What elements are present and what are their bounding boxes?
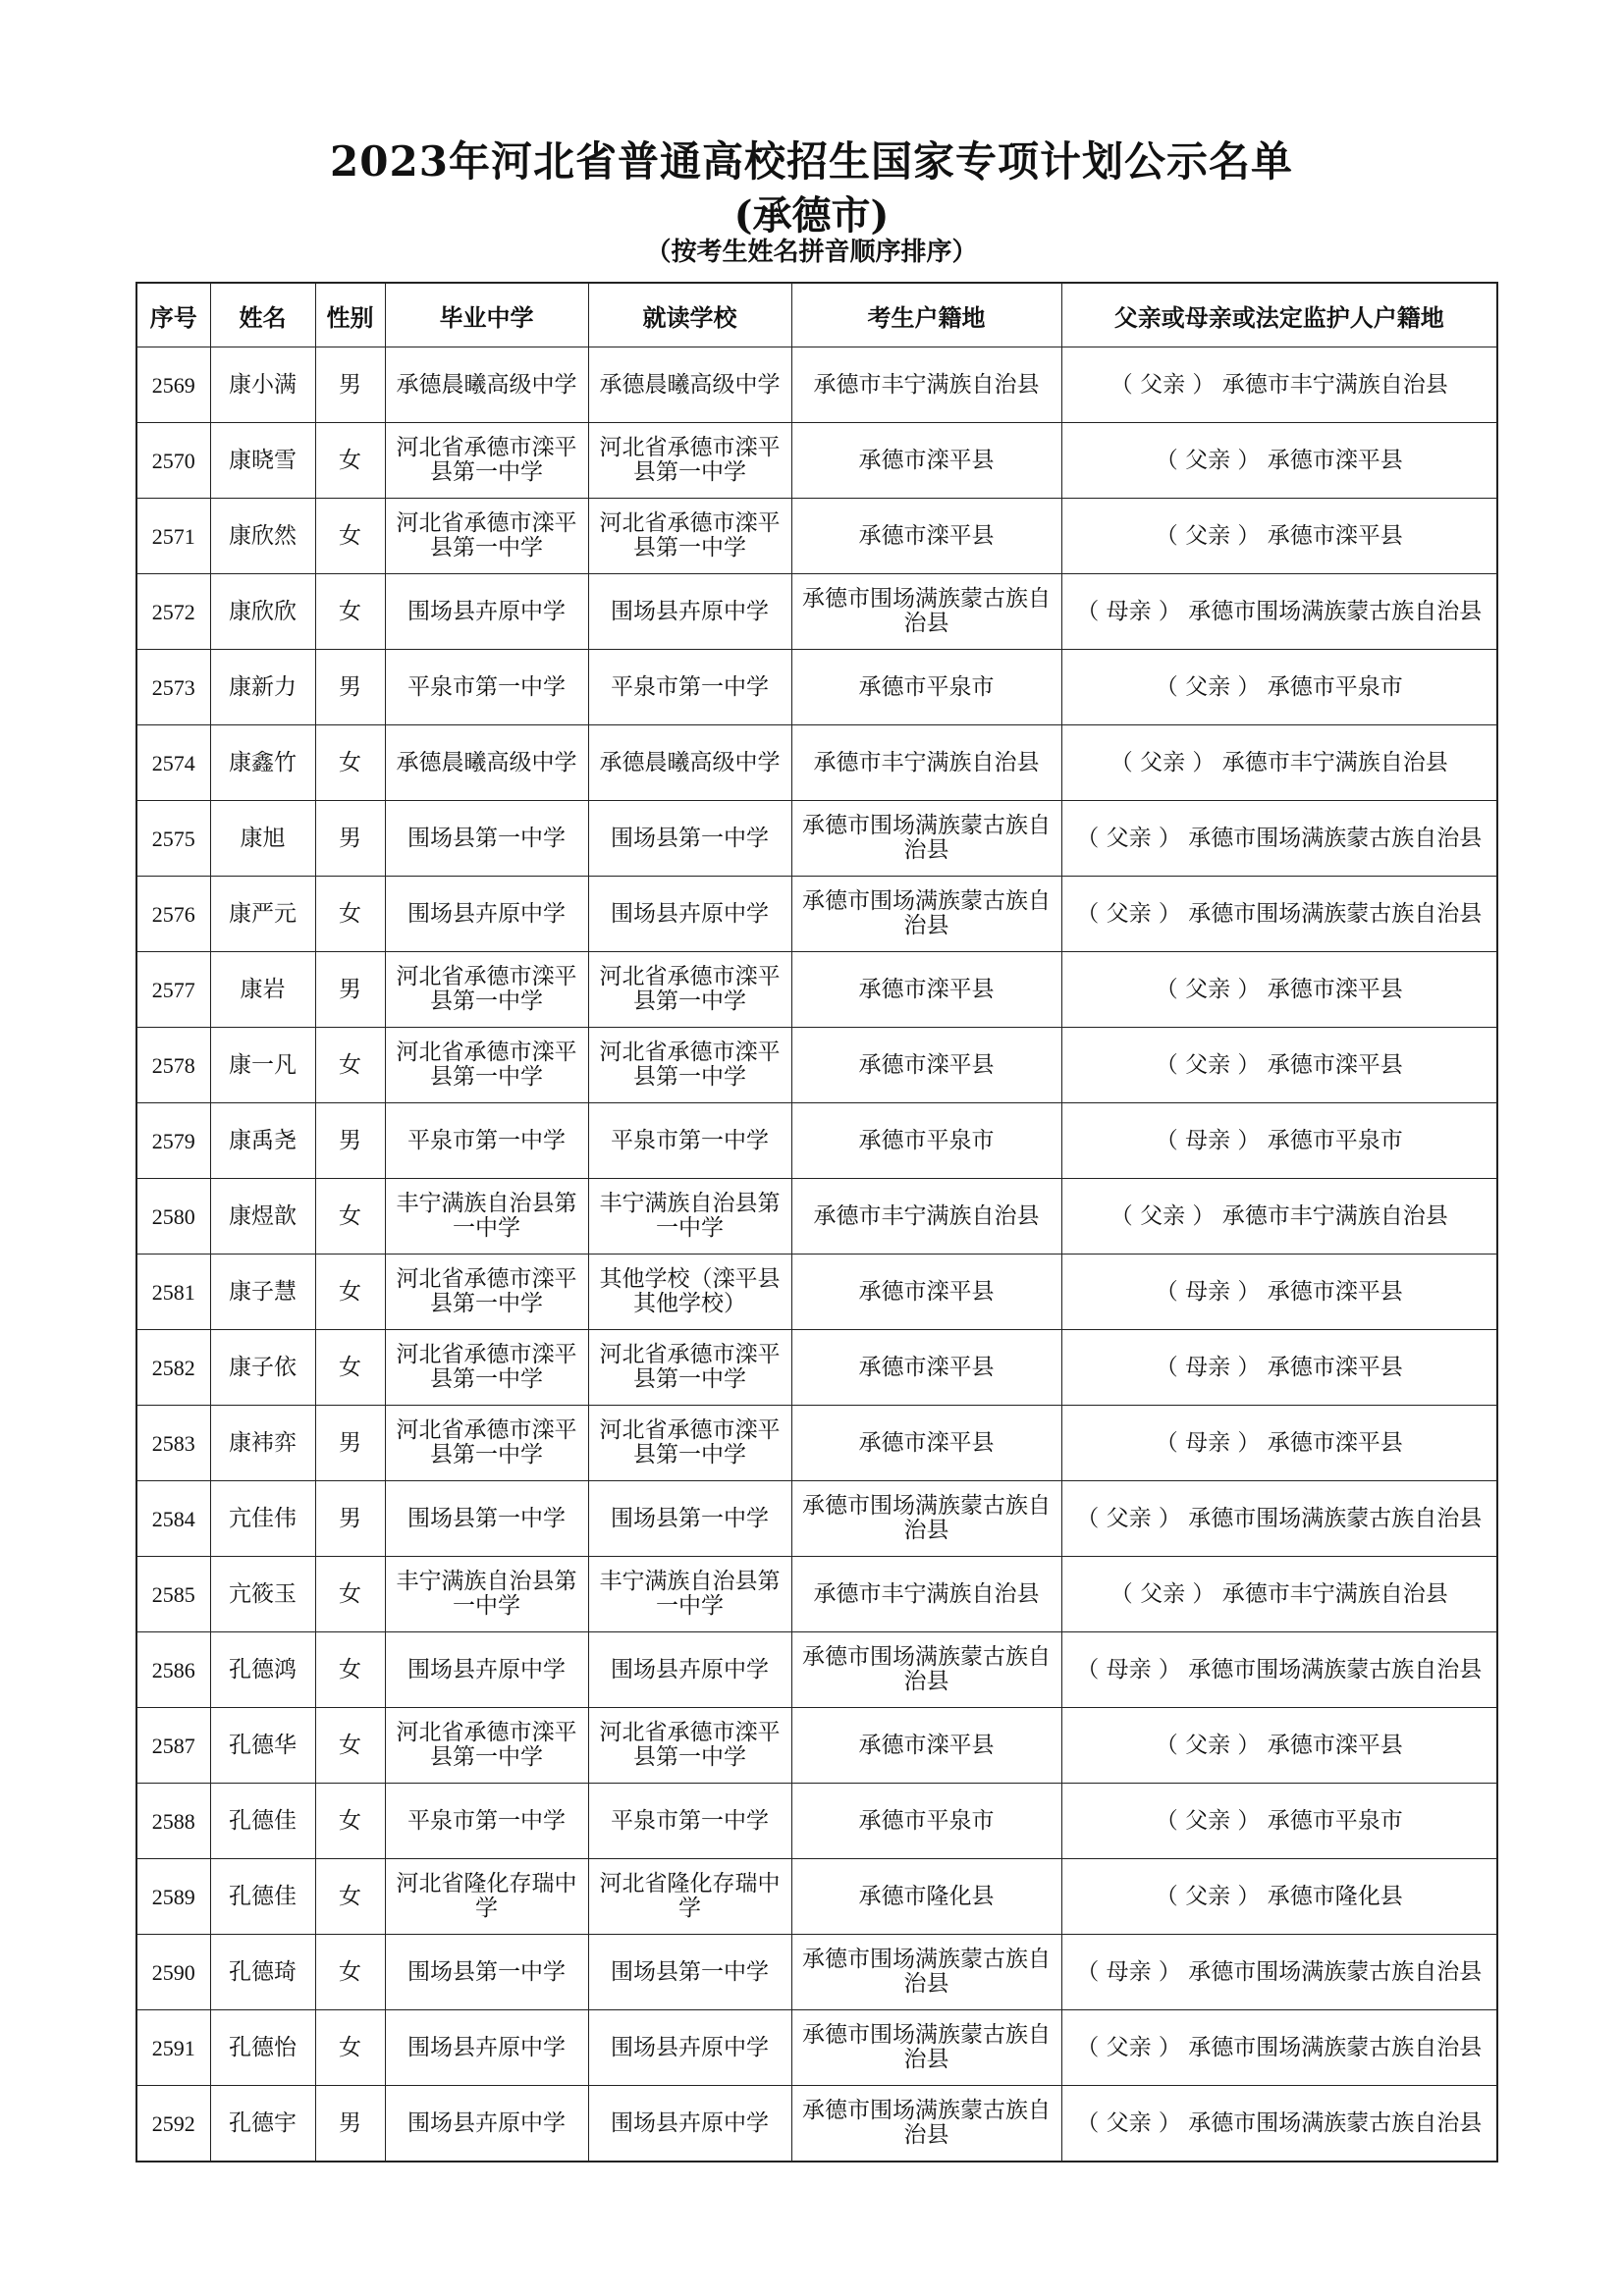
cell-gender: 男 [315,1481,385,1557]
cell-name: 康小满 [210,347,315,423]
cell-guardian-hukou: （ 母亲 ） 承德市平泉市 [1061,1103,1497,1179]
cell-guardian-hukou: （ 父亲 ） 承德市滦平县 [1061,1028,1497,1103]
cell-student-hukou: 承德市丰宁满族自治县 [791,347,1061,423]
cell-graduate-school: 河北省隆化存瑞中学 [385,1859,588,1935]
table-row [136,499,1497,574]
cell-student-hukou: 承德市丰宁满族自治县 [791,1557,1061,1632]
cell-gender: 女 [315,1255,385,1330]
candidate-table [135,282,1498,2163]
cell-current-school: 围场县卉原中学 [588,2010,791,2086]
cell-name: 康欣欣 [210,574,315,650]
cell-name: 亢筱玉 [210,1557,315,1632]
cell-student-hukou: 承德市滦平县 [791,1406,1061,1481]
table-row [136,1028,1497,1103]
cell-graduate-school: 河北省承德市滦平县第一中学 [385,1330,588,1406]
cell-graduate-school: 丰宁满族自治县第一中学 [385,1557,588,1632]
cell-graduate-school: 河北省承德市滦平县第一中学 [385,499,588,574]
cell-name: 康煜歆 [210,1179,315,1255]
cell-index: 2588 [136,1784,210,1859]
cell-gender: 女 [315,1859,385,1935]
cell-index: 2592 [136,2086,210,2163]
table-row [136,2086,1497,2163]
cell-gender: 女 [315,499,385,574]
cell-student-hukou: 承德市平泉市 [791,1784,1061,1859]
cell-gender: 男 [315,801,385,877]
table-row [136,1557,1497,1632]
cell-current-school: 河北省承德市滦平县第一中学 [588,499,791,574]
cell-gender: 男 [315,347,385,423]
cell-graduate-school: 围场县第一中学 [385,801,588,877]
cell-gender: 女 [315,1028,385,1103]
cell-current-school: 河北省隆化存瑞中学 [588,1859,791,1935]
cell-name: 孔德佳 [210,1859,315,1935]
cell-name: 康晓雪 [210,423,315,499]
table-row [136,2010,1497,2086]
cell-gender: 女 [315,725,385,801]
table-row [136,1103,1497,1179]
table-row [136,952,1497,1028]
cell-guardian-hukou: （ 母亲 ） 承德市滦平县 [1061,1330,1497,1406]
cell-graduate-school: 河北省承德市滦平县第一中学 [385,1406,588,1481]
cell-graduate-school: 河北省承德市滦平县第一中学 [385,1028,588,1103]
cell-name: 康子慧 [210,1255,315,1330]
cell-current-school: 围场县第一中学 [588,1481,791,1557]
cell-gender: 女 [315,574,385,650]
cell-current-school: 平泉市第一中学 [588,1103,791,1179]
cell-index: 2590 [136,1935,210,2010]
cell-student-hukou: 承德市围场满族蒙古族自治县 [791,877,1061,952]
cell-current-school: 围场县卉原中学 [588,877,791,952]
cell-current-school: 承德晨曦高级中学 [588,725,791,801]
cell-student-hukou: 承德市滦平县 [791,1028,1061,1103]
cell-guardian-hukou: （ 父亲 ） 承德市滦平县 [1061,499,1497,574]
table-row [136,1406,1497,1481]
cell-student-hukou: 承德市滦平县 [791,1708,1061,1784]
cell-name: 孔德琦 [210,1935,315,2010]
cell-graduate-school: 丰宁满族自治县第一中学 [385,1179,588,1255]
cell-current-school: 围场县卉原中学 [588,1632,791,1708]
cell-gender: 女 [315,1557,385,1632]
cell-name: 康袆弈 [210,1406,315,1481]
cell-graduate-school: 承德晨曦高级中学 [385,347,588,423]
header-current-school: 就读学校 [588,283,791,347]
cell-current-school: 河北省承德市滦平县第一中学 [588,952,791,1028]
cell-guardian-hukou: （ 父亲 ） 承德市丰宁满族自治县 [1061,1179,1497,1255]
cell-index: 2572 [136,574,210,650]
cell-current-school: 河北省承德市滦平县第一中学 [588,1330,791,1406]
cell-student-hukou: 承德市丰宁满族自治县 [791,725,1061,801]
cell-guardian-hukou: （ 父亲 ） 承德市围场满族蒙古族自治县 [1061,2086,1497,2163]
cell-guardian-hukou: （ 父亲 ） 承德市围场满族蒙古族自治县 [1061,1481,1497,1557]
cell-graduate-school: 河北省承德市滦平县第一中学 [385,952,588,1028]
cell-guardian-hukou: （ 母亲 ） 承德市围场满族蒙古族自治县 [1061,1935,1497,2010]
cell-student-hukou: 承德市围场满族蒙古族自治县 [791,1935,1061,2010]
cell-graduate-school: 围场县卉原中学 [385,574,588,650]
cell-gender: 女 [315,1784,385,1859]
cell-gender: 男 [315,1103,385,1179]
cell-name: 康禹尧 [210,1103,315,1179]
table-row [136,725,1497,801]
table-header-row [136,283,1497,347]
cell-graduate-school: 平泉市第一中学 [385,1103,588,1179]
cell-index: 2583 [136,1406,210,1481]
cell-index: 2581 [136,1255,210,1330]
header-gender: 性别 [315,283,385,347]
table-row [136,347,1497,423]
cell-guardian-hukou: （ 父亲 ） 承德市隆化县 [1061,1859,1497,1935]
cell-student-hukou: 承德市围场满族蒙古族自治县 [791,801,1061,877]
table-row [136,1255,1497,1330]
cell-name: 康旭 [210,801,315,877]
cell-gender: 女 [315,877,385,952]
cell-graduate-school: 河北省承德市滦平县第一中学 [385,1708,588,1784]
cell-gender: 女 [315,1708,385,1784]
cell-index: 2578 [136,1028,210,1103]
cell-index: 2586 [136,1632,210,1708]
cell-name: 康一凡 [210,1028,315,1103]
table-row [136,1859,1497,1935]
cell-name: 康欣然 [210,499,315,574]
table-row [136,1708,1497,1784]
cell-gender: 男 [315,650,385,725]
cell-student-hukou: 承德市围场满族蒙古族自治县 [791,2086,1061,2163]
cell-student-hukou: 承德市滦平县 [791,1255,1061,1330]
cell-current-school: 丰宁满族自治县第一中学 [588,1557,791,1632]
cell-index: 2570 [136,423,210,499]
cell-guardian-hukou: （ 父亲 ） 承德市围场满族蒙古族自治县 [1061,877,1497,952]
cell-student-hukou: 承德市围场满族蒙古族自治县 [791,1632,1061,1708]
header-index: 序号 [136,283,210,347]
cell-gender: 女 [315,2010,385,2086]
header-student-hukou: 考生户籍地 [791,283,1061,347]
cell-graduate-school: 围场县第一中学 [385,1935,588,2010]
cell-student-hukou: 承德市滦平县 [791,1330,1061,1406]
cell-guardian-hukou: （ 母亲 ） 承德市围场满族蒙古族自治县 [1061,1632,1497,1708]
cell-name: 亢佳伟 [210,1481,315,1557]
cell-name: 康岩 [210,952,315,1028]
cell-index: 2575 [136,801,210,877]
header-graduate-school: 毕业中学 [385,283,588,347]
table-row [136,1179,1497,1255]
cell-index: 2580 [136,1179,210,1255]
cell-gender: 女 [315,1179,385,1255]
cell-current-school: 河北省承德市滦平县第一中学 [588,1028,791,1103]
cell-current-school: 丰宁满族自治县第一中学 [588,1179,791,1255]
cell-current-school: 河北省承德市滦平县第一中学 [588,1406,791,1481]
table-row [136,877,1497,952]
cell-current-school: 平泉市第一中学 [588,650,791,725]
cell-graduate-school: 围场县卉原中学 [385,1632,588,1708]
cell-index: 2589 [136,1859,210,1935]
cell-student-hukou: 承德市滦平县 [791,499,1061,574]
cell-name: 康子依 [210,1330,315,1406]
cell-gender: 女 [315,1935,385,2010]
cell-gender: 女 [315,1330,385,1406]
cell-index: 2569 [136,347,210,423]
cell-current-school: 河北省承德市滦平县第一中学 [588,423,791,499]
document-title: 2023年河北省普通高校招生国家专项计划公示名单 [330,137,1293,186]
cell-guardian-hukou: （ 父亲 ） 承德市丰宁满族自治县 [1061,347,1497,423]
cell-current-school: 河北省承德市滦平县第一中学 [588,1708,791,1784]
cell-guardian-hukou: （ 父亲 ） 承德市滦平县 [1061,423,1497,499]
table-row [136,1632,1497,1708]
table-row [136,650,1497,725]
cell-gender: 男 [315,2086,385,2163]
cell-index: 2574 [136,725,210,801]
cell-graduate-school: 围场县第一中学 [385,1481,588,1557]
header-guardian-hukou: 父亲或母亲或法定监护人户籍地 [1061,283,1497,347]
cell-name: 康鑫竹 [210,725,315,801]
cell-student-hukou: 承德市围场满族蒙古族自治县 [791,2010,1061,2086]
cell-guardian-hukou: （ 母亲 ） 承德市滦平县 [1061,1255,1497,1330]
cell-current-school: 承德晨曦高级中学 [588,347,791,423]
table-row [136,1481,1497,1557]
cell-name: 康新力 [210,650,315,725]
cell-graduate-school: 河北省承德市滦平县第一中学 [385,423,588,499]
cell-student-hukou: 承德市滦平县 [791,952,1061,1028]
cell-index: 2571 [136,499,210,574]
cell-name: 孔德鸿 [210,1632,315,1708]
cell-index: 2584 [136,1481,210,1557]
cell-guardian-hukou: （ 父亲 ） 承德市丰宁满族自治县 [1061,1557,1497,1632]
table-row [136,1784,1497,1859]
cell-guardian-hukou: （ 父亲 ） 承德市围场满族蒙古族自治县 [1061,801,1497,877]
cell-name: 孔德佳 [210,1784,315,1859]
cell-student-hukou: 承德市平泉市 [791,650,1061,725]
cell-student-hukou: 承德市平泉市 [791,1103,1061,1179]
cell-index: 2587 [136,1708,210,1784]
cell-guardian-hukou: （ 母亲 ） 承德市滦平县 [1061,1406,1497,1481]
table-row [136,1935,1497,2010]
sort-note: （按考生姓名拼音顺序排序） [645,238,978,267]
cell-guardian-hukou: （ 父亲 ） 承德市平泉市 [1061,1784,1497,1859]
table-row [136,1330,1497,1406]
cell-student-hukou: 承德市滦平县 [791,423,1061,499]
cell-index: 2573 [136,650,210,725]
cell-student-hukou: 承德市丰宁满族自治县 [791,1179,1061,1255]
cell-gender: 男 [315,1406,385,1481]
cell-graduate-school: 围场县卉原中学 [385,2086,588,2163]
cell-guardian-hukou: （ 父亲 ） 承德市平泉市 [1061,650,1497,725]
cell-index: 2576 [136,877,210,952]
cell-current-school: 围场县第一中学 [588,1935,791,2010]
document-subtitle: (承德市) [733,192,890,239]
cell-gender: 女 [315,1632,385,1708]
cell-current-school: 围场县第一中学 [588,801,791,877]
cell-current-school: 平泉市第一中学 [588,1784,791,1859]
cell-student-hukou: 承德市围场满族蒙古族自治县 [791,574,1061,650]
cell-name: 康严元 [210,877,315,952]
cell-name: 孔德宇 [210,2086,315,2163]
cell-index: 2585 [136,1557,210,1632]
cell-name: 孔德华 [210,1708,315,1784]
cell-index: 2591 [136,2010,210,2086]
table-row [136,801,1497,877]
cell-graduate-school: 河北省承德市滦平县第一中学 [385,1255,588,1330]
cell-guardian-hukou: （ 父亲 ） 承德市滦平县 [1061,1708,1497,1784]
cell-current-school: 其他学校（滦平县其他学校） [588,1255,791,1330]
cell-guardian-hukou: （ 母亲 ） 承德市围场满族蒙古族自治县 [1061,574,1497,650]
cell-graduate-school: 承德晨曦高级中学 [385,725,588,801]
cell-graduate-school: 平泉市第一中学 [385,1784,588,1859]
cell-graduate-school: 围场县卉原中学 [385,2010,588,2086]
cell-graduate-school: 围场县卉原中学 [385,877,588,952]
cell-index: 2582 [136,1330,210,1406]
table-row [136,574,1497,650]
cell-gender: 女 [315,423,385,499]
cell-student-hukou: 承德市隆化县 [791,1859,1061,1935]
cell-name: 孔德怡 [210,2010,315,2086]
cell-gender: 男 [315,952,385,1028]
cell-guardian-hukou: （ 父亲 ） 承德市滦平县 [1061,952,1497,1028]
header-name: 姓名 [210,283,315,347]
cell-guardian-hukou: （ 父亲 ） 承德市丰宁满族自治县 [1061,725,1497,801]
cell-current-school: 围场县卉原中学 [588,574,791,650]
cell-student-hukou: 承德市围场满族蒙古族自治县 [791,1481,1061,1557]
cell-index: 2579 [136,1103,210,1179]
cell-index: 2577 [136,952,210,1028]
cell-current-school: 围场县卉原中学 [588,2086,791,2163]
table-row [136,423,1497,499]
cell-graduate-school: 平泉市第一中学 [385,650,588,725]
cell-guardian-hukou: （ 父亲 ） 承德市围场满族蒙古族自治县 [1061,2010,1497,2086]
